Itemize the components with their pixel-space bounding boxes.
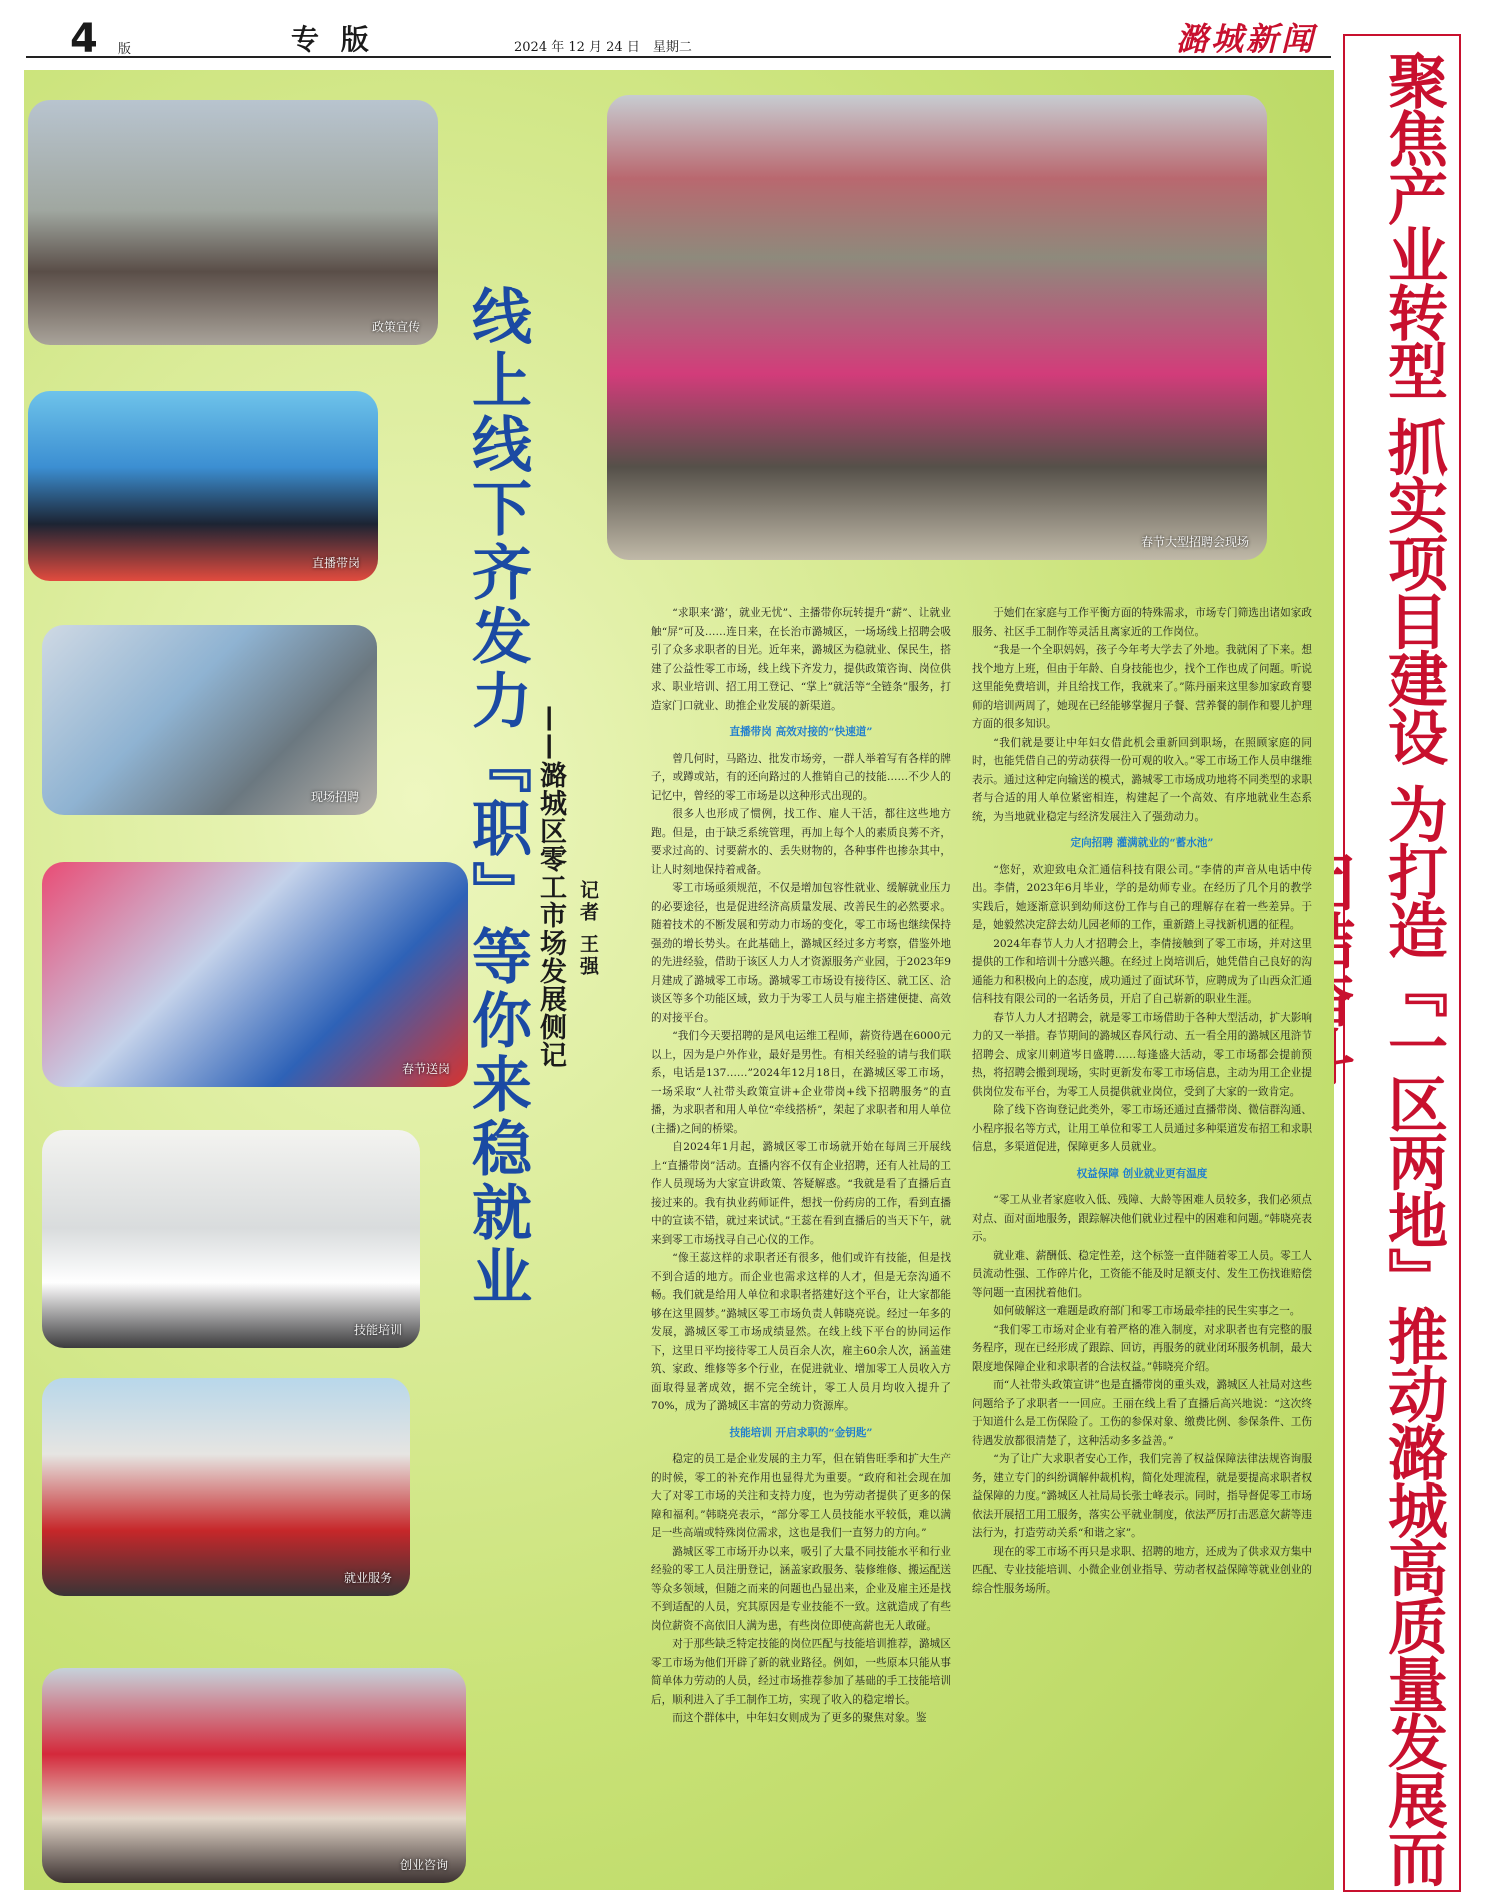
photo-spring-festival-jobs <box>42 862 468 1087</box>
photo-livestream-jobs <box>28 391 378 581</box>
header-rule <box>26 56 1331 58</box>
side-slogan: 聚焦产业转型 抓实项目建设 为打造『一区两地』推动潞城高质量发展而 <box>1378 50 1448 1886</box>
section-title: 专 版 <box>291 23 375 56</box>
article-paragraph: 现在的零工市场不再只是求职、招聘的地方，还成为了供求双方集中匹配、专业技能培训、小微企业创业指导、劳动者权益保障等就业创业的综合性服务场所。 <box>972 1545 1312 1595</box>
article-subhead: ——潞城区零工市场发展侧记 <box>535 705 566 1069</box>
article-paragraph: 除了线下咨询登记此类外，零工市场还通过直播带岗、微信群沟通、小程序报名等方式，让用工单位和零工人员通过多种渠道发布招工和求职信息，多渠道促进，保障更多人员就业。 <box>972 1104 1312 1153</box>
section-heading: 权益保障 创业就业更有温度 <box>1076 1167 1208 1180</box>
photo-caption: 现场招聘 <box>310 790 359 804</box>
photo-skills-training <box>42 1130 420 1348</box>
photo-caption: 直播带岗 <box>311 556 360 570</box>
article-paragraph: 而这个群体中，中年妇女则成为了更多的聚焦对象。鉴 <box>672 1712 927 1724</box>
section-heading: 技能培训 开启求职的“金钥匙” <box>729 1426 873 1439</box>
section-heading: 定向招聘 灌满就业的“蓄水池” <box>1070 837 1214 849</box>
article-paragraph: “我是一个全职妈妈，孩子今年考大学去了外地。我就闲了下来。想找个地方上班，但由于年龄、自身技能也少，找个工作也成了问题。听说这里能免费培训，并且给找工作，我就来了。”陈丹丽来这里参加家政育婴师的培训两周了，她现在已经能够掌握月子餐、营养餐的制作和婴儿护理方面的很多知识。 <box>972 644 1312 730</box>
newspaper-logo: 潞城新闻 <box>1176 20 1317 58</box>
article-paragraph: “您好，欢迎致电众汇通信科技有限公司。”李倩的声音从电话中传出。李倩，2023年6月毕业，学的是幼师专业。在经历了几个月的教学实践后，她逐渐意识到幼师这份工作与自己的理解存在着一些差异。于是，她毅然决定辞去幼儿园老师的工作，重新踏上寻找新机遇的征程。 <box>972 863 1312 931</box>
article-paragraph: 曾几何时，马路边、批发市场旁，一群人举着写有各样的牌子，或蹲或站，有的还向路过的人推销自己的技能……不少人的记忆中，曾经的零工市场是以这种形式出现的。 <box>651 752 951 802</box>
photo-caption: 技能培训 <box>353 1323 402 1337</box>
article-paragraph: “像王蕊这样的求职者还有很多，他们或许有技能，但是找不到合适的地方。而企业也需求这样的人才，但是无奈沟通不畅。我们就是给用人单位和求职者搭建好这个平台，让大家都能够在这里圆梦。”潞城区零工市场负责人韩晓亮说。经过一年多的发展，潞城区零工市场成绩显然。在线上线下平台的协同运作下，这里日平均接待零工人员百余人次，雇主60余人次，涵盖建筑、家政、维修等多个行业，在促进就业、增加零工人员收入方面取得显著成效，据不完全统计，零工人员月均收入提升了70%，成为了潞城区丰富的劳动力资源库。 <box>651 1252 951 1412</box>
article-paragraph: “我们零工市场对企业有着严格的准入制度，对求职者也有完整的服务程序，现在已经形成了跟踪、回访，再服务的就业闭环服务机制，最大限度地保障企业和求职者的合法权益。”韩晓亮介绍。 <box>972 1323 1312 1373</box>
article-paragraph: “我们就是要让中年妇女借此机会重新回到职场，在照顾家庭的同时，也能凭借自己的劳动获得一份可观的收入。”零工市场工作人员申继维表示。通过这种定向输送的模式，潞城零工市场成功地将不同类型的求职者与合适的用人单位紧密相连，构建起了一个高效、有序地就业生态系统，为当地就业稳定与经济发展注入了强劲动力。 <box>972 736 1312 823</box>
article-column-right <box>972 604 1312 1889</box>
photo-caption: 就业服务 <box>343 1571 392 1585</box>
article-paragraph: 而“人社带头政策宣讲”也是直播带岗的重头戏，潞城区人社局对这些问题给予了求职者一一回应。王丽在线上看了直播后高兴地说：“这次终于知道什么是工伤保险了。工伤的参保对象、缴费比例、参保条件、工伤待遇发放都很清楚了，这种活动多多益善。” <box>972 1379 1312 1447</box>
photo-employment-service <box>42 1378 410 1596</box>
article-paragraph: 很多人也形成了惯例，找工作、雇人干活，都往这些地方跑。但是，由于缺乏系统管理，再加上每个人的素质良莠不齐，要求过高的、讨要薪水的、丢失财物的，各种事件也掺杂其中，让人时刻地保持着戒备。 <box>651 808 951 876</box>
page-header <box>26 14 1331 62</box>
article-paragraph: 潞城区零工市场开办以来，吸引了大量不同技能水平和行业经验的零工人员注册登记，涵盖家政服务、装修维修、搬运配送等众多领域，但随之而来的问题也凸显出来，企业及雇主还是找不到适配的人员，究其原因是专业技能不一致。这就造成了有些岗位薪资不高依旧人满为患，有些岗位即使高薪也无人敢碰。 <box>651 1545 951 1632</box>
photo-caption: 春节大型招聘会现场 <box>1140 535 1249 549</box>
article-paragraph: “求职来‘潞’，就业无忧”、主播带你玩转提升“薪”、让就业触“屏”可及……连日来，在长治市潞城区，一场场线上招聘会吸引了众多求职者的目光。近年来，潞城区为稳就业、保民生，搭建了公益性零工市场，线上线下齐发力，提供政策咨询、岗位供求、职业培训、招工用工登记、“掌上”就活等“全链条”服务，打造家门口就业、助推企业发展的新渠道。 <box>651 607 951 712</box>
photo-entrepreneurship-consulting <box>42 1668 466 1883</box>
article-column-left <box>651 604 951 1889</box>
article-paragraph: 零工市场亟须规范，不仅是增加包容性就业、缓解就业压力的必要途径，也是促进经济高质量发展、改善民生的必然要求。随着技术的不断发展和劳动力市场的变化，零工市场也继续保持强劲的增长势头。在此基础上，潞城区经过多方考察，借鉴外地的先进经验，借助于该区人力人才资源服务产业园，于2023年9月建成了潞城零工市场。潞城零工市场设有接待区、就工区、洽谈区等多个功能区域，致力于为零工人员与雇主搭建便捷、高效的对接平台。 <box>651 882 951 1024</box>
photo-policy-promotion <box>28 100 438 345</box>
article-paragraph: 自2024年1月起，潞城区零工市场就开始在每周三开展线上“直播带岗”活动。直播内容不仅有企业招聘，还有人社局的工作人员现场为大家宣讲政策、答疑解惑。“我就是看了直播后直接过来的。我有执业药师证件，想找一份药房的工作，看到直播中的宣读不错，就过来试试。”王蕊在看到直播后的当天下午，就来到零工市场找寻自己心仪的工作。 <box>651 1141 951 1246</box>
photo-caption: 创业咨询 <box>399 1858 448 1872</box>
photo-onsite-recruitment <box>42 625 377 815</box>
article-paragraph: 2024年春节人力人才招聘会上，李倩接触到了零工市场，并对这里提供的工作和培训十分感兴趣。在经过上岗培训后，她凭借自己良好的沟通能力和积极向上的态度，成功通过了面试环节，应聘成为了山西众汇通信科技有限公司的一名话务员，开启了自己崭新的职业生涯。 <box>972 937 1312 1005</box>
photo-caption: 政策宣传 <box>371 320 420 334</box>
side-slogan-column <box>1343 34 1461 1892</box>
article-paragraph: 春节人力人才招聘会，就是零工市场借助于各种大型活动，扩大影响力的又一举措。春节期间的潞城区春风行动、五一看全用的潞城区甩浒节招聘会、成家川刺道岑日盛聘……每逢盛大活动，零工市场都会提前预热，将招聘会搬到现场，实时更新发布零工市场信息，主动为用工企业提供岗位发布平台，为零工人员提供就业岗位，受到了大家的一致肯定。 <box>972 1011 1312 1098</box>
page-suffix: 版 <box>118 42 132 57</box>
article-paragraph: “我们今天要招聘的是风电运维工程师，薪资待遇在6000元以上，因为是户外作业，最好是男性。有相关经验的请与我们联系，电话是137……”2024年12月18日，在潞城区零工市场，一场采取“人社带头政策宣讲+企业带岗+线下招聘服务”的直播，为求职者和用人单位“牵线搭桥”，架起了求职者和用人单位(主播)之间的桥梁。 <box>651 1030 951 1135</box>
issue-date: 2024 年 12 月 24 日 星期二 <box>514 40 692 55</box>
article-paragraph: 如何破解这一难题是政府部门和零工市场最牵挂的民生实事之一。 <box>993 1305 1301 1317</box>
article-paragraph: “零工从业者家庭收入低、残障、大龄等困难人员较多，我们必须点对点、面对面地服务，跟踪解决他们就业过程中的困难和问题。”韩晓亮表示。 <box>972 1194 1312 1243</box>
photo-job-fair-aerial <box>607 95 1267 560</box>
article-paragraph: 对于那些缺乏特定技能的岗位匹配与技能培训推荐，潞城区零工市场为他们开辟了新的就业路径。例如，一些原本只能从事简单体力劳动的人员，经过市场推荐参加了基础的手工技能培训后，顺利进入了手工制作工坊，实现了收入的稳定增长。 <box>651 1638 951 1706</box>
section-heading: 直播带岗 高效对接的“快速道” <box>729 726 873 738</box>
article-paragraph: 于她们在家庭与工作平衡方面的特殊需求，市场专门筛选出诸如家政服务、社区手工制作等灵活且离家近的工作岗位。 <box>972 607 1312 638</box>
article-headline: 线上线下齐发力『职』等你来稳就业 <box>462 285 532 1309</box>
page-number: 4 <box>70 16 98 62</box>
article-paragraph: 稳定的员工是企业发展的主力军，但在销售旺季和扩大生产的时候，零工的补充作用也显得尤为重要。“政府和社会现在加大了对零工市场的关注和支持力度，也为劳动者提供了更多的保障和福利。”韩晓亮表示，“部分零工人员技能水平较低，难以满足一些高端或特殊岗位需求，这也是我们一直努力的方向。” <box>651 1453 951 1539</box>
article-paragraph: “为了让广大求职者安心工作，我们完善了权益保障法律法规咨询服务，建立专门的纠纷调解仲裁机构，简化处理流程，就是要提高求职者权益保障的力度。”潞城区人社局局长张士峰表示。同时，指导督促零工市场依法开展招工用工服务，落实公平就业制度，依法严厉打击恶意欠薪等违法行为，打造劳动关系“和谐之家”。 <box>972 1453 1312 1539</box>
article-byline: 记者 王强 <box>577 880 599 978</box>
photo-caption: 春节送岗 <box>401 1062 450 1076</box>
article-paragraph: 就业难、薪酬低、稳定性差，这个标签一直伴随着零工人员。零工人员流动性强、工作碎片化，工资能不能及时足额支付、发生工伤找谁赔偿等问题一直困扰着他们。 <box>972 1249 1312 1299</box>
